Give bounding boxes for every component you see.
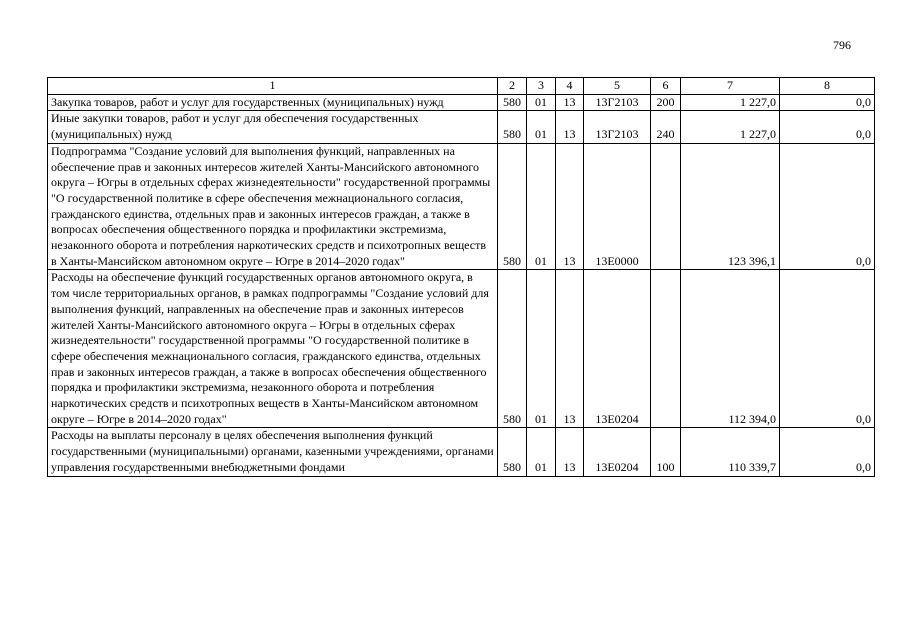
cell-col6: 240 bbox=[651, 111, 681, 143]
column-header: 6 bbox=[651, 78, 681, 95]
row-description: Иные закупки товаров, работ и услуг для обеспечения государственных (муниципальных) нужд bbox=[48, 111, 498, 143]
cell-col7: 1 227,0 bbox=[681, 94, 780, 111]
row-description: Расходы на обеспечение функций государственных органов автономного округа, в том числе территориальных органов, в рамках подпрограммы "Создание условий для выполнения функций, направленных на обеспечение прав и законных интересов жителей Ханты-Мансийского автономного округа – Югры в отдельных сферах жизнедеятельности" государственной программы "О государственной политике в сфере обеспечения межнационального согласия, гражданского единства, отдельных прав и законных интересов граждан, а также в вопросах обеспечения общественного порядка и профилактики экстремизма, незаконного оборота и потребления наркотических средств и психотропных веществ в Ханты-Мансийском автономном округе – Югре в 2014–2020 годах" bbox=[48, 270, 498, 428]
budget-table bbox=[47, 77, 875, 477]
cell-col4: 13 bbox=[556, 143, 584, 270]
cell-col3: 01 bbox=[527, 270, 556, 428]
cell-col7: 123 396,1 bbox=[681, 143, 780, 270]
cell-col5: 13Е0000 bbox=[584, 143, 651, 270]
cell-col6: 200 bbox=[651, 94, 681, 111]
cell-col4: 13 bbox=[556, 270, 584, 428]
cell-col5: 13Е0204 bbox=[584, 428, 651, 476]
page-number: 796 bbox=[833, 38, 851, 52]
column-header: 2 bbox=[498, 78, 527, 95]
cell-col2: 580 bbox=[498, 270, 527, 428]
row-description: Расходы на выплаты персоналу в целях обеспечения выполнения функций государственными (муниципальными) органами, казенными учреждениями, органами управления государственными внебюджетными фондами bbox=[48, 428, 498, 476]
table-row bbox=[48, 270, 875, 428]
cell-col4: 13 bbox=[556, 94, 584, 111]
cell-col3: 01 bbox=[527, 94, 556, 111]
cell-col8: 0,0 bbox=[780, 428, 875, 476]
cell-col5: 13Е0204 bbox=[584, 270, 651, 428]
table-row bbox=[48, 111, 875, 143]
cell-col6: 100 bbox=[651, 428, 681, 476]
column-header: 7 bbox=[681, 78, 780, 95]
cell-col8: 0,0 bbox=[780, 94, 875, 111]
cell-col8: 0,0 bbox=[780, 270, 875, 428]
cell-col2: 580 bbox=[498, 94, 527, 111]
cell-col2: 580 bbox=[498, 428, 527, 476]
cell-col7: 112 394,0 bbox=[681, 270, 780, 428]
cell-col7: 110 339,7 bbox=[681, 428, 780, 476]
column-header: 5 bbox=[584, 78, 651, 95]
cell-col6 bbox=[651, 143, 681, 270]
cell-col3: 01 bbox=[527, 111, 556, 143]
table-header-row bbox=[48, 78, 875, 95]
cell-col4: 13 bbox=[556, 428, 584, 476]
column-header: 8 bbox=[780, 78, 875, 95]
cell-col5: 13Г2103 bbox=[584, 94, 651, 111]
row-description: Закупка товаров, работ и услуг для государственных (муниципальных) нужд bbox=[48, 94, 498, 111]
table-row bbox=[48, 94, 875, 111]
cell-col6 bbox=[651, 270, 681, 428]
cell-col7: 1 227,0 bbox=[681, 111, 780, 143]
cell-col8: 0,0 bbox=[780, 111, 875, 143]
cell-col3: 01 bbox=[527, 428, 556, 476]
cell-col2: 580 bbox=[498, 143, 527, 270]
table-row bbox=[48, 428, 875, 476]
cell-col4: 13 bbox=[556, 111, 584, 143]
table-row bbox=[48, 143, 875, 270]
row-description: Подпрограмма "Создание условий для выполнения функций, направленных на обеспечение прав и законных интересов жителей Ханты-Мансийского автономного округа – Югры в отдельных сферах жизнедеятельности" государственной программы "О государственной политике в сфере обеспечения межнационального согласия, гражданского единства, отдельных прав и законных интересов граждан, а также в вопросах обеспечения общественного порядка и профилактики экстремизма, незаконного оборота и потребления наркотических средств и психотропных веществ в Ханты-Мансийском автономном округе – Югре в 2014–2020 годах" bbox=[48, 143, 498, 270]
cell-col2: 580 bbox=[498, 111, 527, 143]
cell-col5: 13Г2103 bbox=[584, 111, 651, 143]
cell-col3: 01 bbox=[527, 143, 556, 270]
column-header: 3 bbox=[527, 78, 556, 95]
column-header: 1 bbox=[48, 78, 498, 95]
cell-col8: 0,0 bbox=[780, 143, 875, 270]
column-header: 4 bbox=[556, 78, 584, 95]
